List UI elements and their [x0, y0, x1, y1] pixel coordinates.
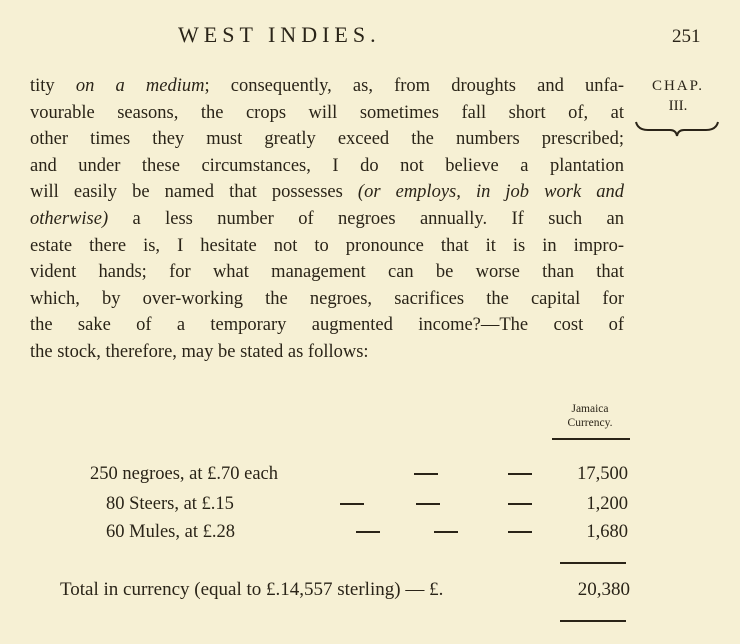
- text-line: vident hands; for what management can be worse than that: [30, 262, 624, 283]
- chapter-number: III.: [668, 98, 688, 114]
- text-line: the sake of a temporary augmented income?—The cost of: [30, 315, 624, 336]
- row-label: 80 Steers, at £.15: [106, 494, 234, 514]
- dash-leader: [414, 473, 438, 475]
- table-row: [0, 518, 740, 546]
- row-value: 1,200: [586, 494, 628, 514]
- total-underline: [560, 620, 626, 622]
- text-line: other times they must greatly exceed the numbers prescribed;: [30, 129, 624, 150]
- chapter-label: CHAP.: [651, 78, 705, 94]
- text-line: and under these circumstances, I do not believe a plantation: [30, 155, 624, 176]
- page-number: 251: [672, 26, 701, 47]
- text-line: the stock, therefore, may be stated as follows:: [30, 341, 369, 362]
- total-label: Total in currency (equal to £.14,557 sterling) — £.: [60, 579, 444, 600]
- margin-brace-icon: [634, 120, 720, 138]
- text-line: which, by over-working the negroes, sacrifices the capital for: [30, 288, 624, 309]
- text-line: estate there is, I hesitate not to pronounce that it is in impro-: [30, 235, 624, 256]
- text-line: tity on a medium; consequently, as, from droughts and unfa-: [30, 76, 624, 96]
- table-row: [0, 490, 740, 518]
- chapter-margin-note: [636, 76, 720, 116]
- dash-leader: [356, 531, 380, 533]
- total-value: 20,380: [577, 579, 630, 600]
- text-line: will easily be named that possesses (or employs, in job work and: [30, 182, 624, 203]
- body-paragraph: [30, 73, 624, 366]
- dash-leader: [508, 531, 532, 533]
- currency-column-header: Jamaica Currency.: [567, 403, 613, 429]
- dash-leader: [508, 473, 532, 475]
- header-rule: [552, 438, 630, 440]
- dash-leader: [416, 503, 440, 505]
- table-row: [0, 460, 740, 488]
- text-line: otherwise) a less number of negroes annually. If such an: [30, 208, 624, 229]
- row-label: 250 negroes, at £.70 each: [90, 464, 279, 484]
- row-label: 60 Mules, at £.28: [106, 522, 235, 542]
- total-row: [60, 576, 630, 604]
- running-head: WEST INDIES.: [178, 22, 381, 47]
- row-value: 17,500: [577, 464, 628, 484]
- dash-leader: [508, 503, 532, 505]
- row-value: 1,680: [586, 522, 628, 542]
- sum-rule: [560, 562, 626, 564]
- dash-leader: [340, 503, 364, 505]
- dash-leader: [434, 531, 458, 533]
- text-line: vourable seasons, the crops will sometimes fall short of, at: [30, 102, 624, 123]
